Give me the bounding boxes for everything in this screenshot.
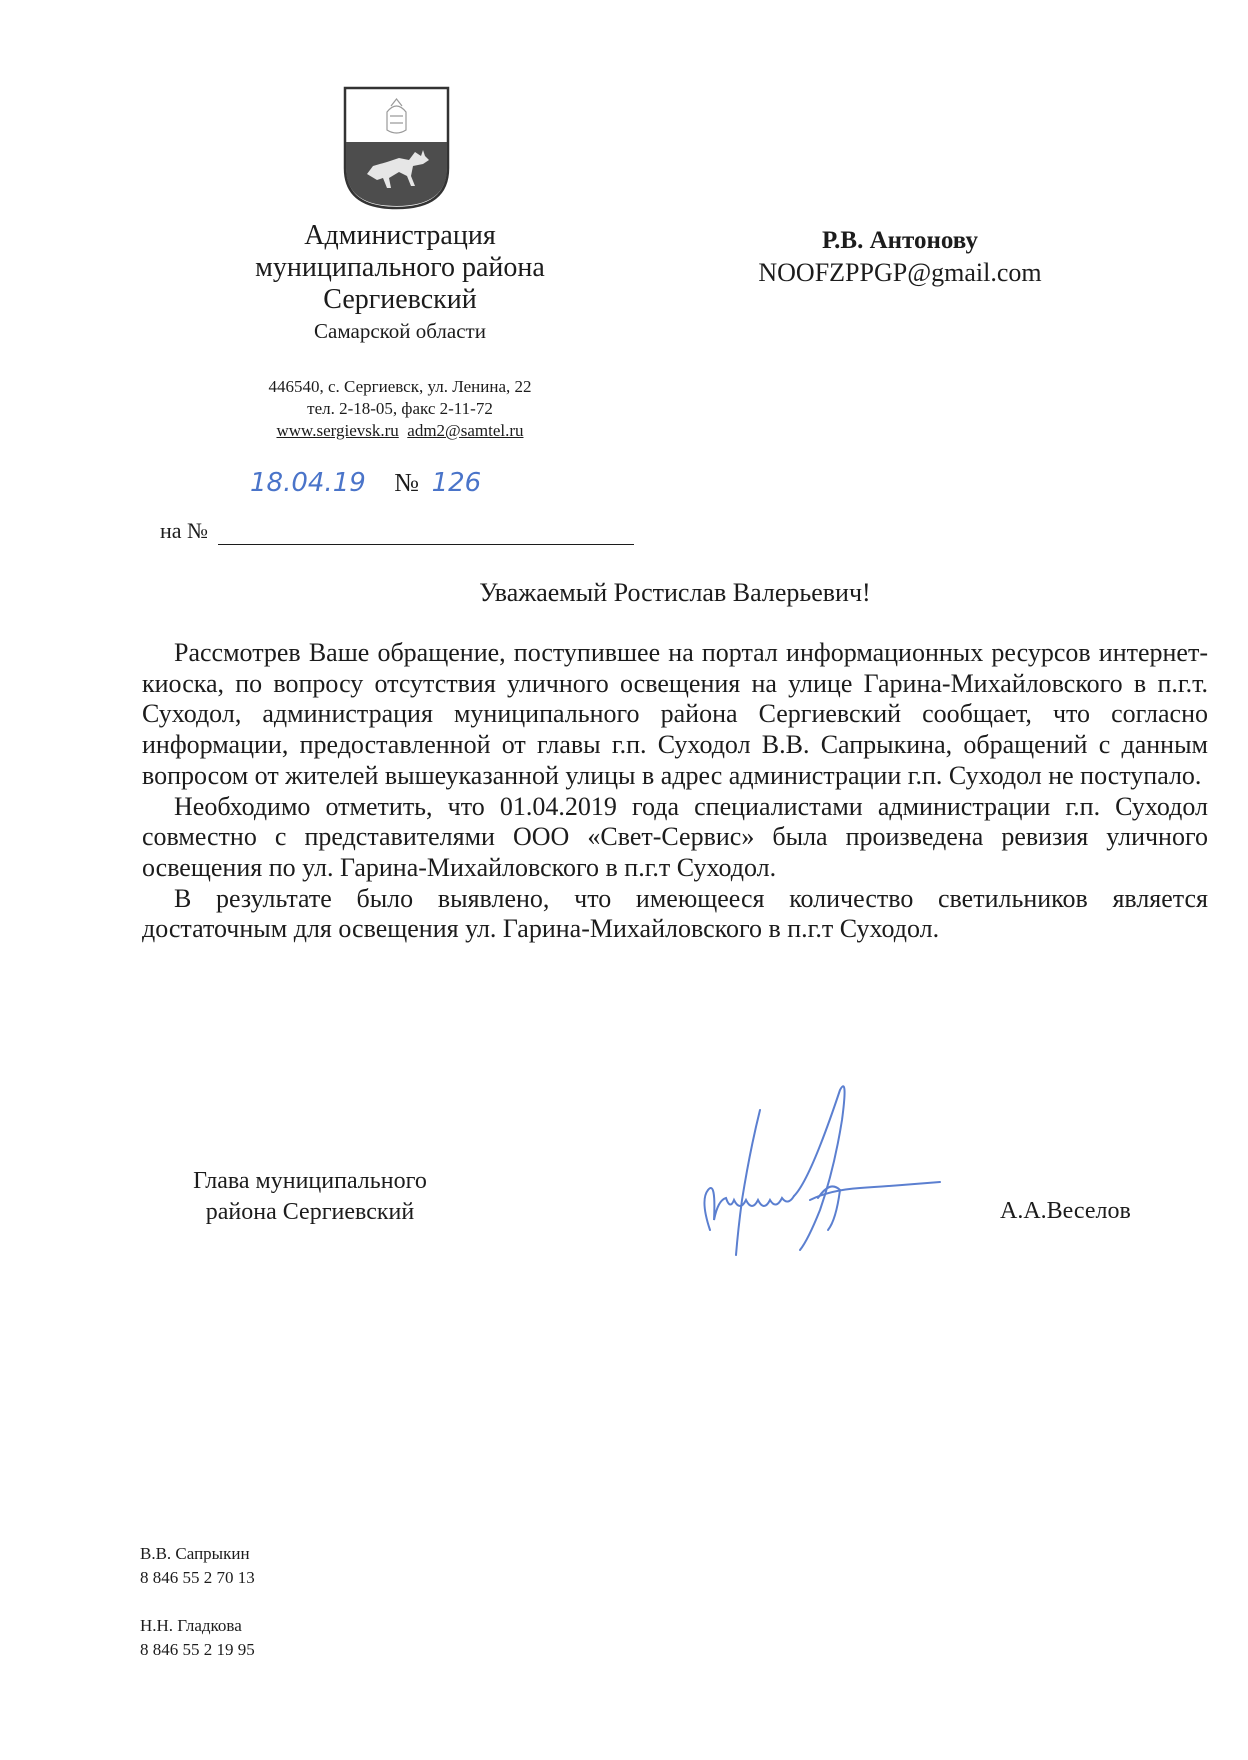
org-header [200, 220, 600, 343]
handwritten-number: 126 [431, 468, 482, 498]
reply-reference [160, 518, 208, 544]
signatory-title-line1: Глава муниципального [193, 1168, 427, 1194]
contact-phone: 8 846 55 2 19 95 [140, 1640, 255, 1659]
addressee-email: NOOFZPPGP@gmail.com [758, 258, 1042, 287]
signatory-title-line2: района Сергиевский [205, 1199, 415, 1225]
org-name-line2: муниципального района [255, 252, 545, 283]
contact-person-2 [140, 1614, 255, 1662]
handwritten-signature [690, 1080, 950, 1290]
contact-phone: 8 846 55 2 70 13 [140, 1568, 255, 1587]
email-link[interactable]: adm2@samtel.ru [407, 421, 524, 440]
signatory-title [140, 1166, 480, 1228]
contact-person-1 [140, 1542, 255, 1590]
website-link[interactable]: www.sergievsk.ru [276, 421, 399, 440]
paragraph: В результате было выявлено, что имеющееся количество светильников является достаточным для освещения ул. Гарина-Михайловского в п.г.т Суходол. [142, 883, 1208, 944]
org-region: Самарской области [314, 319, 486, 343]
handwritten-date: 18.04.19 [250, 468, 366, 498]
contact-name: Н.Н. Гладкова [140, 1616, 242, 1635]
letter-body [142, 638, 1208, 945]
addressee-name: Р.В. Антонову [822, 227, 978, 254]
paragraph: Рассмотрев Ваше обращение, поступившее на портал информационных ресурсов интернет-киоска, по вопросу отсутствия уличного освещения на улице Гарина-Михайловского в п.г.т. Суходол, администрация муниципального района Сергиевский сообщает, что согласно информации, предоставленной от главы г.п. Суходол В.В. Сапрыкина, обращений с данным вопросом от жителей вышеуказанной улицы в адрес администрации г.п. Суходол не поступало. [142, 638, 1208, 790]
org-phones: тел. 2-18-05, факс 2-11-72 [307, 399, 493, 418]
coat-of-arms-icon [343, 86, 450, 210]
org-name-line1: Администрация [304, 220, 496, 251]
org-address: 446540, с. Сергиевск, ул. Ленина, 22 [268, 377, 532, 396]
addressee-block [700, 225, 1100, 289]
paragraph: Необходимо отметить, что 01.04.2019 года специалистами администрации г.п. Суходол совместно с представителями ООО «Свет-Сервис» была произведена ревизия уличного освещения по ул. Гарина-Михайловского в п.г.т Суходол. [142, 791, 1208, 882]
reply-number-line [218, 544, 634, 545]
number-label: № [394, 468, 420, 497]
contact-name: В.В. Сапрыкин [140, 1544, 250, 1563]
org-contacts [200, 376, 600, 442]
signatory-name: А.А.Веселов [1000, 1198, 1131, 1224]
outgoing-date-number [250, 468, 481, 498]
org-name-line3: Сергиевский [323, 284, 477, 315]
salutation: Уважаемый Ростислав Валерьевич! [479, 578, 871, 607]
reply-label: на № [160, 518, 209, 543]
